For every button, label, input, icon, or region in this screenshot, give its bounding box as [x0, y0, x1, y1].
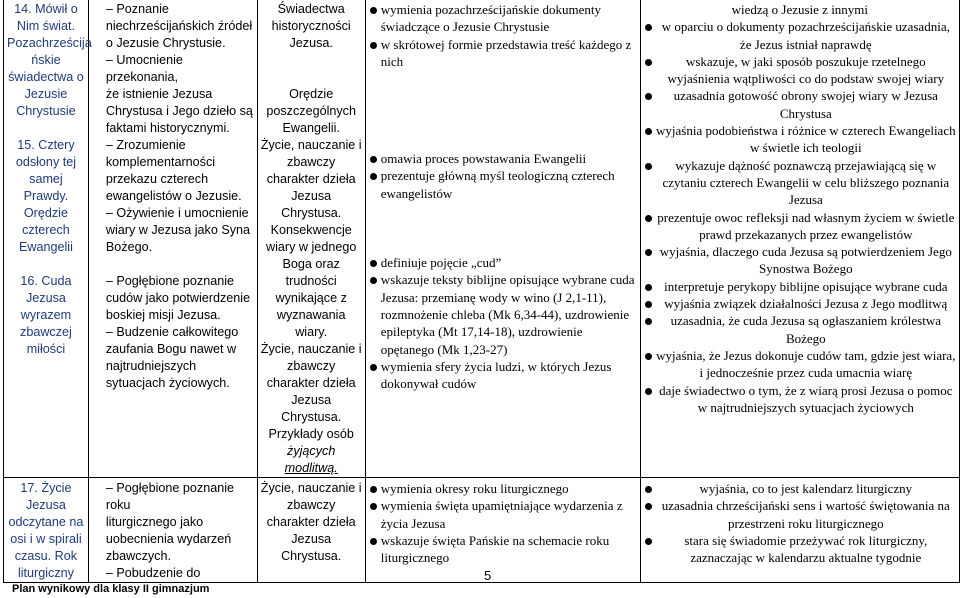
- content-line: [92, 290, 254, 307]
- content-text: Pobudzenie do: [116, 566, 201, 580]
- content-line: [92, 375, 254, 392]
- sources-line: charakter dzieła: [266, 172, 356, 186]
- requirement-item: wskazuje święta Pańskie na schemacie roku liturgicznego: [369, 532, 637, 567]
- dash-bullet: –: [105, 206, 113, 220]
- content-line: [92, 18, 254, 35]
- page-number: 5: [484, 568, 492, 583]
- topic-cell: [4, 478, 89, 583]
- sources-line: Orędzie: [289, 87, 334, 101]
- topic-line: miłości: [26, 342, 66, 356]
- content-line: [92, 137, 254, 154]
- requirement-item: prezentuje owoc refleksji nad własnym życiem w świetle prawd przekazanych przez ewangelistów: [644, 209, 956, 244]
- content-text: że istnienie Jezusa: [105, 87, 213, 101]
- topic-line: Chrystusie: [16, 104, 76, 118]
- topic-line: 17. Życie Jezusa: [20, 481, 72, 512]
- sources-line: Jezusa: [291, 532, 332, 546]
- content-line: [92, 341, 254, 358]
- document-footer: Plan wynikowy dla klasy II gimnazjum: [12, 583, 210, 595]
- sources-line: wyznawania: [276, 308, 346, 322]
- content-text: Poznanie: [116, 2, 169, 16]
- sources-line: poszczególnych: [266, 104, 356, 118]
- content-line: [92, 239, 254, 256]
- extended-requirements-cell: [640, 0, 959, 478]
- sources-line: wiary w jednego: [266, 240, 357, 254]
- dash-bullet: –: [105, 138, 113, 152]
- content-text: niechrześcijańskich źródeł: [105, 19, 253, 33]
- content-text: Budzenie całkowitego: [116, 325, 239, 339]
- content-line: [92, 205, 254, 222]
- content-line: [92, 273, 254, 290]
- sources-line: Świadectwa: [277, 2, 345, 16]
- topic-line: odczytane na: [8, 515, 84, 529]
- sources-line: Boga oraz: [282, 257, 340, 271]
- sources-cell: [257, 0, 365, 478]
- sources-line: historyczności: [271, 19, 351, 33]
- topic-line: osi i w spirali: [10, 532, 82, 546]
- content-line: [92, 324, 254, 341]
- content-line: [92, 514, 254, 531]
- table-row: [4, 0, 960, 478]
- content-line: [92, 86, 254, 103]
- requirement-item: prezentuje główną myśl teologiczną czterech ewangelistów: [369, 167, 637, 202]
- sources-line: [261, 52, 362, 69]
- dash-bullet: –: [105, 481, 113, 495]
- content-text: cudów jako potwierdzenie: [105, 291, 251, 305]
- table-row: [4, 478, 960, 583]
- content-line: [92, 358, 254, 375]
- topic-line: Orędzie: [23, 206, 68, 220]
- dash-bullet: –: [105, 325, 113, 339]
- content-text: Zrozumienie: [116, 138, 186, 152]
- content-text: faktami historycznymi.: [105, 121, 230, 135]
- topic-line: Ewangelii: [18, 240, 73, 254]
- sources-line: Jezusa: [291, 393, 332, 407]
- sources-line: Chrystusa.: [281, 410, 342, 424]
- sources-line: modlitwą.: [284, 461, 338, 475]
- requirements-list: [644, 1, 956, 416]
- content-text: Ożywienie i umocnienie: [116, 206, 249, 220]
- sources-line: charakter dzieła: [266, 515, 356, 529]
- requirement-item: wymienia pozachrześcijańskie dokumenty świadczące o Jezusie Chrystusie: [369, 1, 637, 36]
- dash-bullet: –: [105, 274, 113, 288]
- content-text: Chrystusa i Jego dzieło są: [105, 104, 253, 118]
- dash-bullet: –: [105, 53, 113, 67]
- sources-line: żyjących: [287, 444, 336, 458]
- dash-bullet: –: [105, 566, 113, 580]
- content-text: sytuacjach życiowych.: [105, 376, 230, 390]
- sources-line: wiary.: [295, 325, 328, 339]
- topic-line: świadectwa o: [8, 70, 84, 84]
- requirement-item: wyjaśnia podobieństwa i różnice w czterech Ewangeliach w świetle ich teologii: [644, 122, 956, 157]
- topic-line: Jezusie: [24, 87, 68, 101]
- sources-line: zbawczy: [287, 359, 336, 373]
- sources-line: trudności: [285, 274, 337, 288]
- content-text: Pogłębione poznanie: [116, 274, 235, 288]
- requirement-item: wiedzą o Jezusie z innymi: [731, 2, 869, 17]
- topic-line: wyrazem: [20, 308, 72, 322]
- sources-line: wynikające z: [275, 291, 347, 305]
- topic-line: Pozachrześcija: [7, 36, 92, 50]
- content-line: [92, 1, 254, 18]
- content-cell: [88, 0, 257, 478]
- requirement-item: wyjaśnia, dlaczego cuda Jezusa są potwierdzeniem Jego Synostwa Bożego: [644, 243, 956, 278]
- requirement-item: wyjaśnia, co to jest kalendarz liturgiczny: [644, 480, 956, 497]
- requirement-item: wymienia święta upamiętniające wydarzenia z życia Jezusa: [369, 497, 637, 532]
- sources-line: Jezusa: [291, 189, 332, 203]
- requirements-list: [369, 1, 637, 392]
- topic-line: 15. Cztery: [17, 138, 75, 152]
- sources-line: Życie, nauczanie i: [260, 138, 362, 152]
- topic-line: czterech: [22, 223, 70, 237]
- topic-line: ńskie: [31, 53, 61, 67]
- sources-line: zbawczy: [287, 155, 336, 169]
- sources-line: zbawczy: [287, 498, 336, 512]
- plan-table: [3, 0, 960, 583]
- basic-requirements-cell: [365, 0, 640, 478]
- content-line: [92, 35, 254, 52]
- content-line: [92, 171, 254, 188]
- topic-line: [7, 256, 85, 273]
- requirement-item: stara się świadomie przeżywać rok liturgiczny, zaznaczając w kalendarzu aktualne tygodnie: [644, 532, 956, 567]
- sources-line: Jezusa.: [289, 36, 333, 50]
- sources-cell: [257, 478, 365, 583]
- topic-line: 16. Cuda Jezusa: [20, 274, 72, 305]
- basic-requirements-cell: [365, 478, 640, 583]
- topic-line: [7, 120, 85, 137]
- requirement-item: wymienia sfery życia ludzi, w których Jezus dokonywał cudów: [369, 358, 637, 393]
- topic-line: Nim świat.: [16, 19, 75, 33]
- sources-line: Przykłady osób: [268, 427, 354, 441]
- sources-line: Chrystusa.: [281, 206, 342, 220]
- requirement-item: wskazuje, w jaki sposób poszukuje rzetelnego wyjaśnienia wątpliwości co do podstaw swojej wiary: [644, 53, 956, 88]
- content-line: [92, 188, 254, 205]
- content-cell: [88, 478, 257, 583]
- content-text: wiary w Jezusa jako Syna: [105, 223, 251, 237]
- requirement-item: w oparciu o dokumenty pozachrześcijańskie uzasadnia, że Jezus istniał naprawdę: [644, 18, 956, 53]
- requirement-item: w skrótowej formie przedstawia treść każdego z nich: [369, 36, 637, 71]
- content-text: liturgicznego jako: [105, 515, 204, 529]
- dash-bullet: –: [105, 2, 113, 16]
- spacer: [369, 202, 637, 254]
- extended-requirements-cell: [640, 478, 959, 583]
- requirement-item: wyjaśnia, że Jezus dokonuje cudów tam, gdzie jest wiara, i jednocześnie przez cuda umacnia wiarę: [644, 347, 956, 382]
- content-text: przekazu czterech: [105, 172, 209, 186]
- requirement-item: daje świadectwo o tym, że z wiarą prosi Jezusa o pomoc w najtrudniejszych sytuacjach życiowych: [644, 382, 956, 417]
- content-line: [92, 120, 254, 137]
- content-line: [92, 548, 254, 565]
- requirement-item: wymienia okresy roku liturgicznego: [369, 480, 637, 497]
- requirement-item: wskazuje teksty biblijne opisujące wybrane cuda Jezusa: przemianę wody w wino (J 2,1-11), rozmnożenie chleba (Mk 6,34-44), uzdrowienie epileptyka (Mt 17,14-18), uzdrowienie opętanego (Mk 1,23-27): [369, 271, 637, 357]
- content-text: o Jezusie Chrystusie.: [105, 36, 226, 50]
- requirement-item: definiuje pojęcie „cud”: [369, 254, 637, 271]
- content-text: zaufania Bogu nawet w: [105, 342, 237, 356]
- requirement-item: uzasadnia gotowość obrony swojej wiary w Jezusa Chrystusa: [644, 87, 956, 122]
- spacer: [369, 70, 637, 150]
- content-text: boskiej misji Jezusa.: [105, 308, 221, 322]
- topic-line: 14. Mówił o: [14, 2, 78, 16]
- requirement-item: uzasadnia, że cuda Jezusa są ogłaszaniem królestwa Bożego: [644, 312, 956, 347]
- content-line: [92, 565, 254, 582]
- requirements-list: [369, 480, 637, 566]
- content-text: komplementarności: [105, 155, 216, 169]
- topic-line: samej Prawdy.: [23, 172, 69, 203]
- requirement-item: wykazuje dążność poznawczą przejawiającą się w czytaniu czterech Ewangelii w celu bliższego poznania Jezusa: [644, 157, 956, 209]
- requirement-item: uzasadnia chrześcijański sens i wartość świętowania na przestrzeni roku liturgicznego: [644, 497, 956, 532]
- content-line: [92, 480, 254, 514]
- topic-cell: [4, 0, 92, 478]
- sources-line: [261, 69, 362, 86]
- topic-line: zbawczej: [20, 325, 72, 339]
- content-text: uobecnienia wydarzeń: [105, 532, 232, 546]
- topic-line: liturgiczny: [17, 566, 74, 580]
- sources-line: Życie, nauczanie i: [260, 342, 362, 356]
- content-line: [92, 307, 254, 324]
- topic-line: czasu. Rok: [14, 549, 78, 563]
- sources-line: charakter dzieła: [266, 376, 356, 390]
- requirement-item: wyjaśnia związek działalności Jezusa z Jego modlitwą: [644, 295, 956, 312]
- content-text: ewangelistów o Jezusie.: [105, 189, 242, 203]
- content-line: [92, 154, 254, 171]
- sources-line: Chrystusa.: [281, 549, 342, 563]
- content-text: Umocnienie przekonania,: [105, 53, 183, 84]
- requirements-list: [644, 480, 956, 566]
- sources-line: Życie, nauczanie i: [260, 481, 362, 495]
- requirement-item: interpretuje perykopy biblijne opisujące wybrane cuda: [644, 278, 956, 295]
- spacer: [92, 256, 254, 273]
- content-text: najtrudniejszych: [105, 359, 197, 373]
- content-line: [92, 52, 254, 86]
- content-line: [92, 531, 254, 548]
- sources-line: Ewangelii.: [282, 121, 340, 135]
- content-line: [92, 222, 254, 239]
- content-line: [92, 103, 254, 120]
- topic-line: odsłony tej: [15, 155, 77, 169]
- content-text: Pogłębione poznanie roku: [105, 481, 235, 512]
- sources-line: Konsekwencje: [270, 223, 352, 237]
- content-text: zbawczych.: [105, 549, 171, 563]
- requirement-item: omawia proces powstawania Ewangelii: [369, 150, 637, 167]
- content-text: Bożego.: [105, 240, 153, 254]
